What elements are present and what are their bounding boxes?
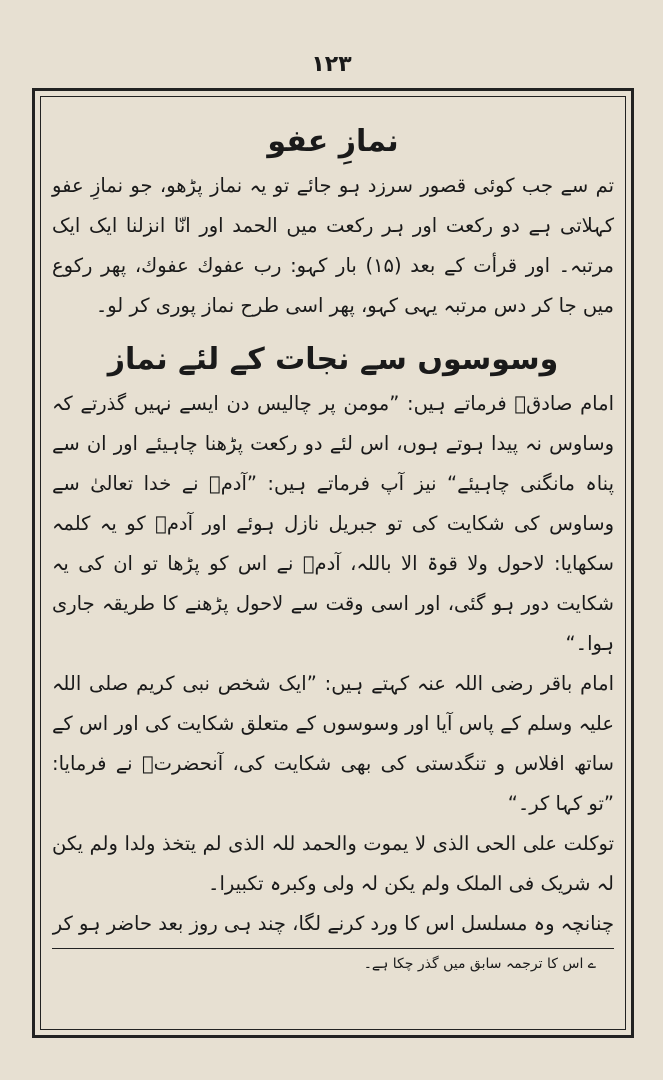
footnote: ے اس کا ترجمہ سابق میں گذر چکا ہے۔ (363, 956, 596, 972)
page-number: ١٢٣ (311, 52, 352, 77)
section-paragraph-waswas-1: امام صادقؑ فرماتے ہیں: ”مومن پر چالیس دن ایسے نہیں گذرتے کہ وساوس نہ پیدا ہوتے ہوں، اس لئے دو رکعت پڑھنا چاہیئے اور ان سے پناہ مانگنی چاہیئے“ نیز آپ فرماتے ہیں: ”آدمؑ نے خدا تعالیٰ سے وساوس کی شکایت کی تو جبریل نازل ہوئے اور آدمؑ کو یہ کلمہ سکھایا: لاحول ولا قوۃ الا باللہ، آدمؑ نے اس کو پڑھا تو ان کی یہ شکایت دور ہو گئی، اور اسی وقت سے لاحول پڑھنے کا طریقہ جاری ہوا۔“ (52, 392, 614, 655)
section-paragraph-closing: چنانچہ وہ مسلسل اس کا ورد کرنے لگا، چند ہی روز بعد حاضر ہو کر (52, 912, 614, 935)
section-heading-waswas: وسوسوں سے نجات کے لئے نماز (107, 342, 559, 377)
section-paragraph-namaz-afw: تم سے جب کوئی قصور سرزد ہو جائے تو یہ نماز پڑھو، جو نمازِ عفو کہلاتی ہے دو رکعت اور ہر رکعت میں الحمد اور انّا انزلنا ایک ایک مرتبہ۔ اور قرأت کے بعد (۱۵) بار کہو: رب عفوك عفوك، پھر رکوع میں جا کر دس مرتبہ یہی کہو، پھر اسی طرح نماز پوری کر لو۔ (52, 174, 614, 317)
section-paragraph-waswas-2: امام باقر رضی اللہ عنہ کہتے ہیں: ”ایک شخص نبی کریم صلی اللہ علیہ وسلم کے پاس آیا اور وسوسوں کے متعلق شکایت کی اور اس کے ساتھ افلاس و تنگدستی کی بھی شکایت کی، آنحضرتؐ نے فرمایا: ”تو کہا کر۔“ (52, 672, 614, 815)
arabic-supplication: توکلت علی الحی الذی لا یموت والحمد للہ الذی لم یتخذ ولدا ولم یکن لہ شریک فی الملک ولم یکن لہ ولی وکبرہ تکبیرا۔ (52, 832, 614, 895)
footnote-divider (52, 948, 614, 949)
section-heading-namaz-afw: نمازِ عفو (267, 124, 399, 159)
page-content (52, 104, 614, 1022)
